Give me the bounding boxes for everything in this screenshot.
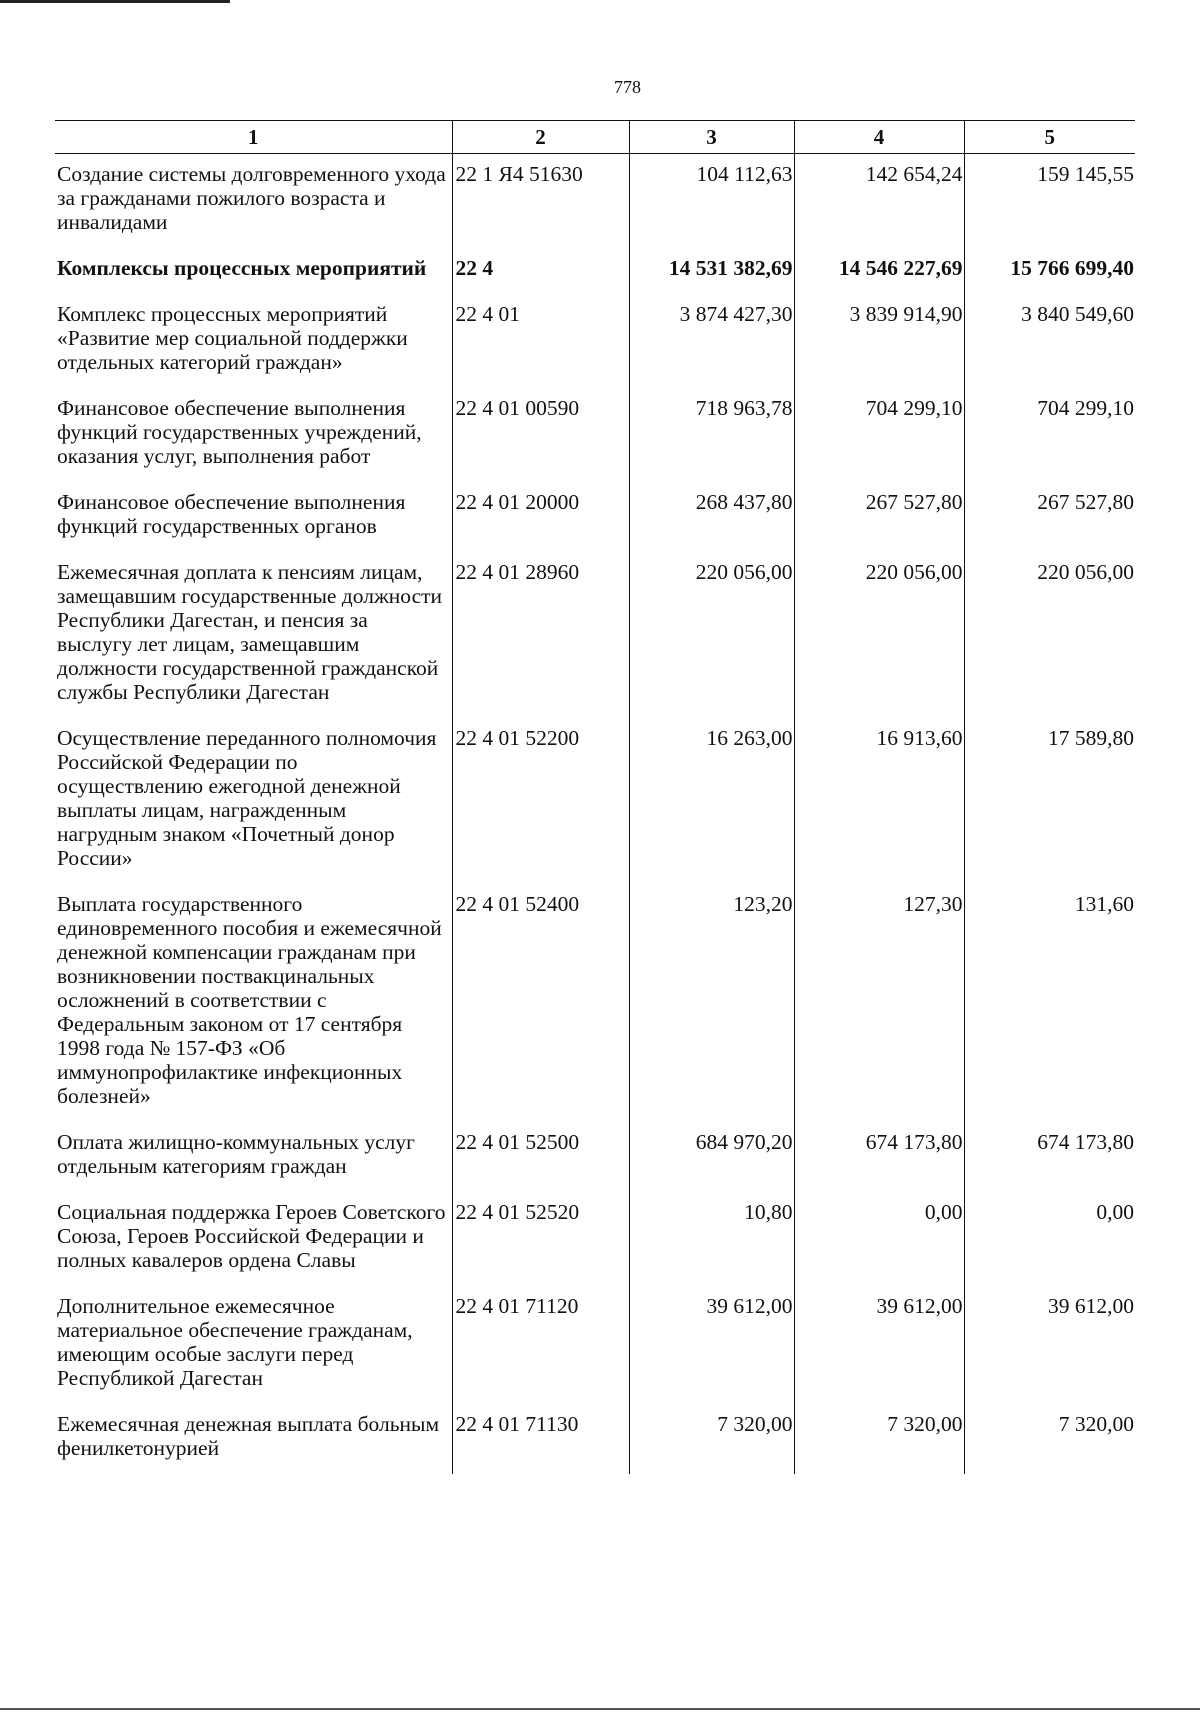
table-row-bold	[55, 248, 1135, 294]
row-code: 22 4 01 52500	[452, 1122, 629, 1192]
row-value-3: 14 531 382,69	[629, 248, 794, 294]
table-row	[55, 388, 1135, 482]
row-value-4: 142 654,24	[794, 154, 964, 249]
table-row	[55, 1192, 1135, 1286]
budget-table	[55, 120, 1135, 1474]
row-name: Осуществление переданного полномочия Российской Федерации по осуществлению ежегодной денежной выплаты лицам, награжденным нагрудным знаком «Почетный донор России»	[57, 726, 437, 870]
row-code: 22 4	[452, 248, 629, 294]
row-name: Создание системы долговременного ухода за гражданами пожилого возраста и инвалидами	[57, 162, 446, 234]
row-name: Социальная поддержка Героев Советского Союза, Героев Российской Федерации и полных кавалеров ордена Славы	[57, 1200, 446, 1272]
page-number: 778	[614, 77, 641, 97]
row-code: 22 4 01 52400	[452, 884, 629, 1122]
row-value-4: 14 546 227,69	[794, 248, 964, 294]
table-row	[55, 1122, 1135, 1192]
row-value-4: 220 056,00	[794, 552, 964, 718]
row-value-3: 104 112,63	[629, 154, 794, 249]
row-name: Финансовое обеспечение выполнения функций государственных органов	[57, 490, 406, 538]
row-name: Финансовое обеспечение выполнения функций государственных учреждений, оказания услуг, выполнения работ	[57, 396, 422, 468]
row-value-4: 39 612,00	[794, 1286, 964, 1404]
row-value-3: 16 263,00	[629, 718, 794, 884]
header-col-1: 1	[55, 121, 452, 154]
row-value-5: 17 589,80	[964, 718, 1135, 884]
row-value-3: 3 874 427,30	[629, 294, 794, 388]
row-code: 22 4 01 52520	[452, 1192, 629, 1286]
row-code: 22 4 01 28960	[452, 552, 629, 718]
header-col-2: 2	[452, 121, 629, 154]
table-row	[55, 884, 1135, 1122]
row-value-5: 131,60	[964, 884, 1135, 1122]
row-value-5: 15 766 699,40	[964, 248, 1135, 294]
scan-bottom-edge	[0, 1708, 1200, 1710]
row-value-4: 0,00	[794, 1192, 964, 1286]
table-row	[55, 154, 1135, 249]
row-code: 22 4 01 00590	[452, 388, 629, 482]
row-value-4: 7 320,00	[794, 1404, 964, 1474]
row-value-3: 268 437,80	[629, 482, 794, 552]
row-name: Комплексы процессных мероприятий	[57, 256, 427, 280]
table-row	[55, 294, 1135, 388]
row-code: 22 4 01 52200	[452, 718, 629, 884]
row-value-4: 704 299,10	[794, 388, 964, 482]
row-code: 22 4 01	[452, 294, 629, 388]
row-value-4: 127,30	[794, 884, 964, 1122]
row-value-4: 16 913,60	[794, 718, 964, 884]
row-name: Ежемесячная доплата к пенсиям лицам, замещавшим государственные должности Республики Дагестан, и пенсия за выслугу лет лицам, замещавшим должности государственной гражданской службы Республики Дагестан	[57, 560, 443, 704]
row-value-3: 10,80	[629, 1192, 794, 1286]
header-col-5: 5	[964, 121, 1135, 154]
row-code: 22 1 Я4 51630	[452, 154, 629, 249]
table-row	[55, 482, 1135, 552]
row-value-5: 220 056,00	[964, 552, 1135, 718]
header-col-4: 4	[794, 121, 964, 154]
row-value-4: 267 527,80	[794, 482, 964, 552]
table-row	[55, 718, 1135, 884]
scan-edge-mark	[0, 0, 230, 3]
row-code: 22 4 01 71120	[452, 1286, 629, 1404]
table-row	[55, 552, 1135, 718]
row-code: 22 4 01 20000	[452, 482, 629, 552]
row-name: Дополнительное ежемесячное материальное обеспечение гражданам, имеющим особые заслуги перед Республикой Дагестан	[57, 1294, 413, 1390]
row-value-3: 684 970,20	[629, 1122, 794, 1192]
row-value-3: 39 612,00	[629, 1286, 794, 1404]
row-value-5: 0,00	[964, 1192, 1135, 1286]
row-value-3: 7 320,00	[629, 1404, 794, 1474]
row-value-5: 267 527,80	[964, 482, 1135, 552]
row-value-3: 220 056,00	[629, 552, 794, 718]
row-value-3: 718 963,78	[629, 388, 794, 482]
row-value-3: 123,20	[629, 884, 794, 1122]
header-col-3: 3	[629, 121, 794, 154]
table-row	[55, 1404, 1135, 1474]
row-value-5: 7 320,00	[964, 1404, 1135, 1474]
table-row	[55, 1286, 1135, 1404]
row-name: Выплата государственного единовременного пособия и ежемесячной денежной компенсации гражданам при возникновении поствакцинальных осложнений в соответствии с Федеральным законом от 17 сентября 1998 года № 157-ФЗ «Об иммунопрофилактике инфекционных болезней»	[57, 892, 442, 1108]
row-value-5: 159 145,55	[964, 154, 1135, 249]
row-value-4: 674 173,80	[794, 1122, 964, 1192]
row-code: 22 4 01 71130	[452, 1404, 629, 1474]
header-row	[55, 121, 1135, 154]
row-name: Комплекс процессных мероприятий «Развитие мер социальной поддержки отдельных категорий граждан»	[57, 302, 408, 374]
row-value-5: 3 840 549,60	[964, 294, 1135, 388]
row-name: Ежемесячная денежная выплата больным фенилкетонурией	[57, 1412, 440, 1460]
row-value-4: 3 839 914,90	[794, 294, 964, 388]
row-value-5: 674 173,80	[964, 1122, 1135, 1192]
row-value-5: 704 299,10	[964, 388, 1135, 482]
row-name: Оплата жилищно-коммунальных услуг отдельным категориям граждан	[57, 1130, 415, 1178]
row-value-5: 39 612,00	[964, 1286, 1135, 1404]
